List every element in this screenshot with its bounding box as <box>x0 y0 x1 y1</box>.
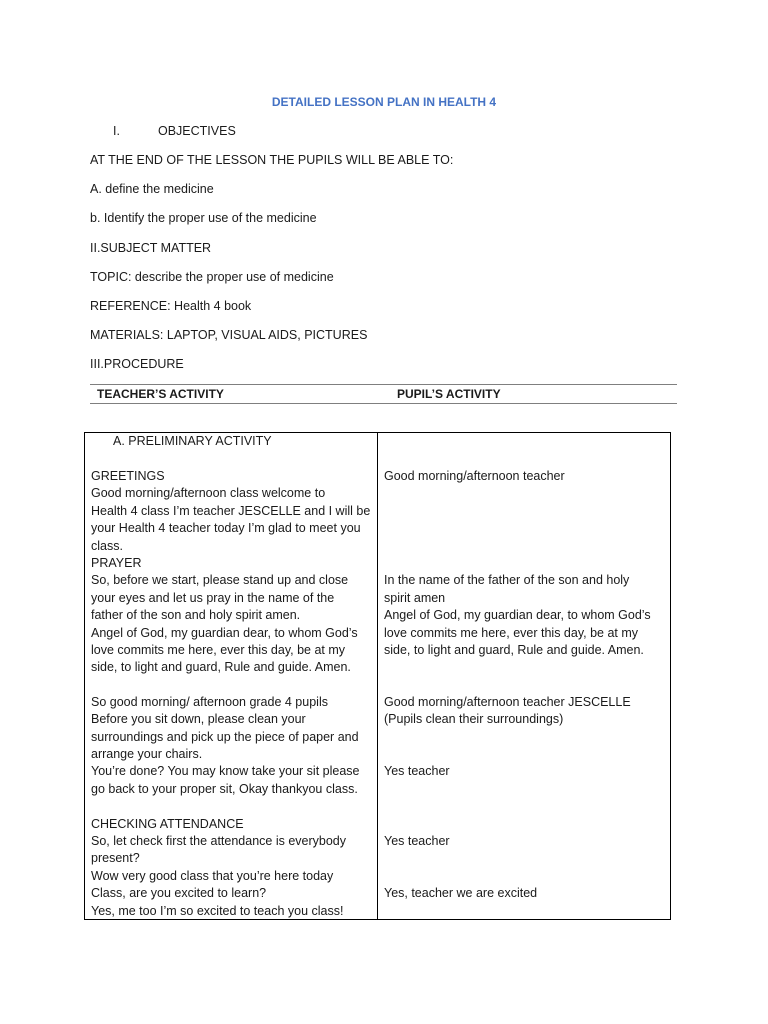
pupil-line: love commits me here, ever this day, be at my <box>384 626 639 640</box>
pupil-line: spirit amen <box>384 591 446 605</box>
objective-b: b. Identify the proper use of the medicine <box>90 211 317 225</box>
teacher-line: GREETINGS <box>91 469 165 483</box>
procedure-heading: III.PROCEDURE <box>90 357 184 371</box>
teacher-line: Angel of God, my guardian dear, to whom God’s <box>91 626 358 640</box>
objectives-number: I. <box>113 124 120 138</box>
objectives-intro: AT THE END OF THE LESSON THE PUPILS WILL BE ABLE TO: <box>90 153 454 167</box>
pupil-line: Yes, teacher we are excited <box>384 886 538 900</box>
teacher-line: So, let check first the attendance is everybody <box>91 834 346 848</box>
teacher-line: PRAYER <box>91 556 142 570</box>
teacher-line: Yes, me too I’m so excited to teach you class! <box>91 904 344 918</box>
teacher-line: go back to your proper sit, Okay thankyou class. <box>91 782 358 796</box>
materials-line: MATERIALS: LAPTOP, VISUAL AIDS, PICTURES <box>90 328 368 342</box>
teacher-line: Wow very good class that you’re here today <box>91 869 334 883</box>
pupil-line: In the name of the father of the son and holy <box>384 573 630 587</box>
teacher-line: love commits me here, ever this day, be at my <box>91 643 346 657</box>
teacher-line: present? <box>91 851 140 865</box>
teacher-line: Health 4 class I’m teacher JESCELLE and I will be <box>91 504 371 518</box>
preliminary-activity-heading: A. PRELIMINARY ACTIVITY <box>113 434 272 448</box>
teacher-line: father of the son and holy spirit amen. <box>91 608 301 622</box>
pupil-line: Yes teacher <box>384 834 450 848</box>
teacher-line: arrange your chairs. <box>91 747 203 761</box>
teacher-line: Class, are you excited to learn? <box>91 886 267 900</box>
objectives-heading: OBJECTIVES <box>158 124 236 138</box>
pupil-line: Yes teacher <box>384 764 450 778</box>
pupil-line: Angel of God, my guardian dear, to whom God’s <box>384 608 651 622</box>
teacher-line: Good morning/afternoon class welcome to <box>91 486 326 500</box>
pupil-line: side, to light and guard, Rule and guide. Amen. <box>384 643 644 657</box>
teacher-line: You’re done? You may know take your sit please <box>91 764 360 778</box>
activity-header-row <box>90 384 677 404</box>
teacher-line: Before you sit down, please clean your <box>91 712 306 726</box>
document-title: DETAILED LESSON PLAN IN HEALTH 4 <box>271 95 497 109</box>
reference-line: REFERENCE: Health 4 book <box>90 299 252 313</box>
teacher-line: your eyes and let us pray in the name of the <box>91 591 335 605</box>
pupil-line: (Pupils clean their surroundings) <box>384 712 564 726</box>
subject-matter-heading: II.SUBJECT MATTER <box>90 241 212 255</box>
teacher-line: your Health 4 teacher today I’m glad to meet you <box>91 521 361 535</box>
teacher-line: CHECKING ATTENDANCE <box>91 817 244 831</box>
pupil-line: Good morning/afternoon teacher <box>384 469 565 483</box>
teacher-line: surroundings and pick up the piece of paper and <box>91 730 359 744</box>
teacher-line: So, before we start, please stand up and close <box>91 573 349 587</box>
teacher-line: So good morning/ afternoon grade 4 pupils <box>91 695 328 709</box>
teacher-activity-header: TEACHER’S ACTIVITY <box>97 387 224 401</box>
column-divider <box>377 433 378 919</box>
teacher-line: side, to light and guard, Rule and guide. Amen. <box>91 660 351 674</box>
objective-a: A. define the medicine <box>90 182 214 196</box>
activity-table <box>84 432 671 920</box>
pupil-activity-header: PUPIL’S ACTIVITY <box>397 387 501 401</box>
teacher-line: class. <box>91 539 123 553</box>
pupil-line: Good morning/afternoon teacher JESCELLE <box>384 695 631 709</box>
topic-line: TOPIC: describe the proper use of medicine <box>90 270 334 284</box>
